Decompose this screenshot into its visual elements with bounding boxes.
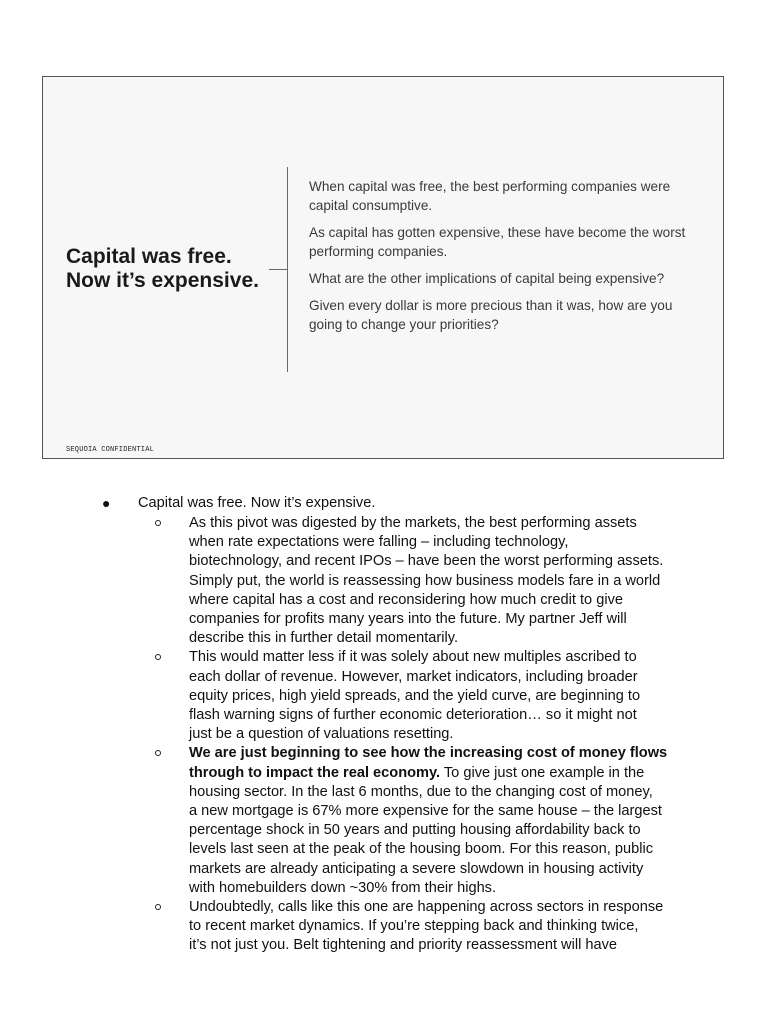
hollow-bullet-icon — [155, 654, 161, 660]
text: To give just one example in the — [440, 764, 645, 781]
text-line: when rate expectations were falling – including technology, — [189, 534, 569, 551]
sub-list-item — [0, 514, 768, 648]
text-line: This would matter less if it was solely about new multiples ascribed to — [189, 649, 637, 666]
slide-title-line: Now it’s expensive. — [66, 269, 259, 292]
text-line: describe this in further detail momentarily. — [189, 630, 459, 647]
slide-point: What are the other implications of capital being expensive? — [309, 271, 665, 286]
text-line: companies for profits many years into the future. My partner Jeff will — [189, 611, 627, 628]
slide-title — [66, 245, 271, 293]
sub-list-item — [0, 744, 768, 898]
text-line: to recent market dynamics. If you’re stepping back and thinking twice, — [189, 918, 639, 935]
text-line: just be a question of valuations resetting. — [189, 726, 454, 743]
bullet-icon: ● — [102, 495, 111, 511]
hollow-bullet-icon — [155, 750, 161, 756]
text-line: percentage shock in 50 years and putting housing affordability back to — [189, 822, 641, 839]
text-line: markets are already anticipating a severe slowdown in housing activity — [189, 860, 644, 877]
sub-list — [0, 514, 768, 956]
sub-list-item — [0, 898, 768, 956]
connector-line — [269, 269, 287, 270]
slide-point: When capital was free, the best performing companies were capital consumptive. — [309, 179, 671, 213]
sub-list-item — [0, 648, 768, 744]
hollow-bullet-icon — [155, 904, 161, 910]
slide — [42, 76, 724, 459]
text-line: equity prices, high yield spreads, and the yield curve, are beginning to — [189, 687, 641, 704]
text-line: Simply put, the world is reassessing how business models fare in a world — [189, 572, 661, 589]
slide-point: As capital has gotten expensive, these have become the worst performing companies. — [309, 225, 686, 259]
text-line — [189, 764, 689, 783]
text-line: biotechnology, and recent IPOs – have been the worst performing assets. — [189, 553, 664, 570]
text-line: with homebuilders down ~30% from their highs. — [189, 879, 497, 896]
text-line: Undoubtedly, calls like this one are happening across sectors in response — [189, 899, 664, 916]
hollow-bullet-icon — [155, 520, 161, 526]
text-line: housing sector. In the last 6 months, due to the changing cost of money, — [189, 783, 653, 800]
text-line: where capital has a cost and reconsidering how much credit to give — [189, 591, 623, 608]
text-line: each dollar of revenue. However, market indicators, including broader — [189, 668, 638, 685]
slide-point: Given every dollar is more precious than it was, how are you going to change your priorities? — [309, 298, 673, 332]
text-line: flash warning signs of further economic deterioration… so it might not — [189, 707, 637, 724]
text-line: levels last seen at the peak of the housing boom. For this reason, public — [189, 841, 654, 858]
confidential-label: SEQUOIA CONFIDENTIAL — [66, 446, 155, 454]
slide-points — [309, 177, 709, 342]
bold-text: through to impact the real economy. — [189, 764, 441, 781]
text-line: it’s not just you. Belt tightening and priority reassessment will have — [189, 937, 618, 954]
text-line: As this pivot was digested by the markets, the best performing assets — [189, 515, 637, 531]
text-line: a new mortgage is 67% more expensive for the same house – the largest — [189, 803, 662, 820]
slide-title-line: Capital was free. — [66, 245, 232, 268]
vertical-divider — [287, 167, 288, 372]
list-item-heading: Capital was free. Now it’s expensive. — [138, 495, 376, 511]
bold-text-line: We are just beginning to see how the increasing cost of money flows — [189, 745, 668, 762]
